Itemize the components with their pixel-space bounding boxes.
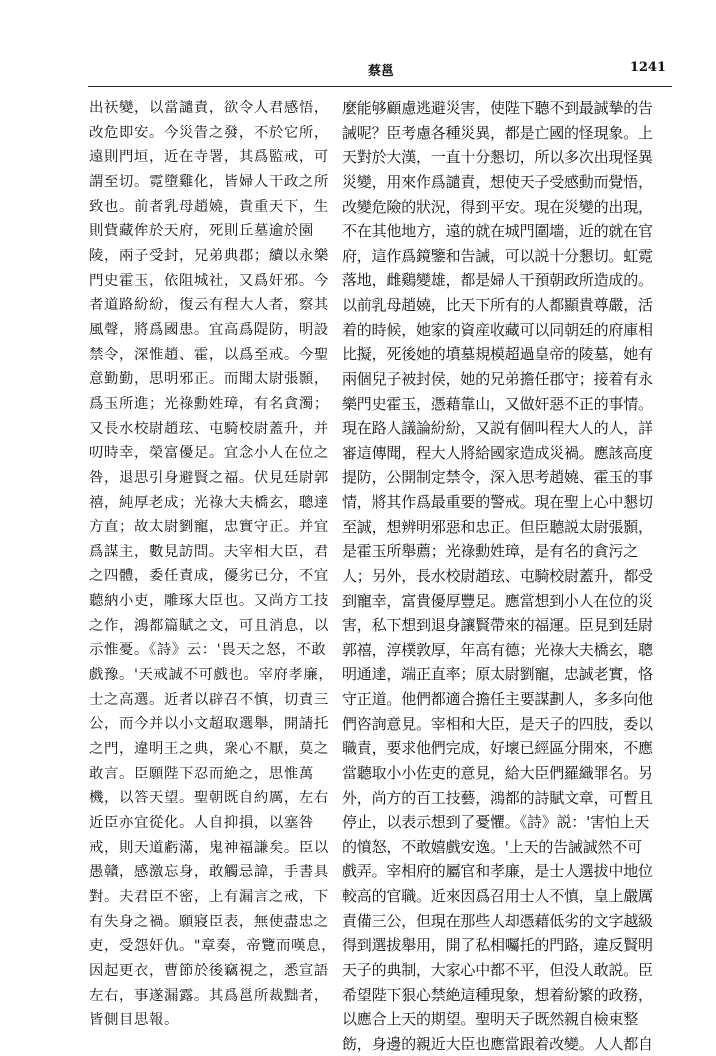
text-line: 提防，公開制定禁令，深入思考趙嬈、霍玉的事 — [342, 468, 653, 487]
text-line: 飭，身邊的親近大臣也應當跟着改變。人人都自 — [342, 1034, 653, 1053]
text-line: 左右，事遂漏露。其爲邕所裁黜者， — [89, 987, 329, 1004]
text-line: 遠則門垣，近在寺署，其爲監戒，可 — [89, 149, 329, 166]
text-line: 以應合上天的期望。聖明天子既然親自檢束整 — [342, 1010, 639, 1029]
text-line: 誡呢？臣考慮各種災異，都是亡國的怪現象。上 — [342, 123, 653, 142]
text-line: 改變危險的狀況，得到平安。現在災變的出現， — [342, 197, 653, 216]
text-line: 着的時候，她家的資産收藏可以同朝廷的府庫相 — [342, 320, 653, 339]
text-line: 停止，以表示想到了憂懼。《詩》説：'害怕上天 — [342, 813, 650, 832]
text-line: 則貲藏侔於天府，死則丘墓逾於園 — [89, 223, 314, 240]
text-line: 叨時幸，榮富優足。宜念小人在位之 — [89, 445, 329, 462]
text-line: 職責，要求他們完成，好壞已經區分開來，不應 — [342, 739, 653, 758]
text-line: 天對於大漢，一直十分懇切，所以多次出現怪異 — [342, 148, 653, 167]
text-line: 致也。前者乳母趙嬈，貴重天下，生 — [89, 198, 329, 215]
text-line: 敢言。臣願陛下忍而絶之，思惟萬 — [89, 765, 314, 782]
running-title: 蔡邕 — [367, 64, 394, 79]
text-line: 得到選拔舉用，開了私相囑托的門路，違反賢明 — [342, 936, 653, 955]
text-line: 出祆變，以當譴責，欲令人君感悟， — [89, 100, 329, 116]
text-line: 責備三公，但現在那些人却憑藉低劣的文字越級 — [342, 911, 653, 930]
text-line: 明通達，端正直率；原太尉劉寵，忠誠老實，恪 — [342, 665, 653, 684]
text-line: 人；另外，長水校尉趙玹、屯騎校尉蓋升，都受 — [342, 566, 653, 585]
header-rule — [88, 86, 672, 87]
text-line: 對。夫君臣不密，上有漏言之戒，下 — [89, 889, 329, 905]
page-number: 1241 — [629, 60, 666, 75]
text-line: 守正道。他們都適合擔任主要謀劃人，多多向他 — [342, 690, 653, 708]
text-line: 改危即安。今災眚之發，不於它所， — [89, 124, 329, 141]
text-line: 士之高選。近者以辟召不慎，切責三 — [89, 691, 329, 708]
text-line: 的憤怒，不敢嬉戲安逸。'上天的告誡誠然不可 — [342, 837, 642, 856]
text-line: 樂門史霍玉，憑藉靠山，又做奸惡不正的事情。 — [342, 394, 653, 413]
text-line: 現在路人議論紛紛，又説有個叫程大人的人，詳 — [342, 419, 653, 438]
text-line: 希望陛下狠心禁絶這種現象，想着紛繁的政務， — [342, 985, 653, 1004]
text-line: 災變，用來作爲譴責，想使天子受感動而覺悟， — [342, 172, 653, 191]
text-line: 郭禧，淳樸敦厚，年高有德；光祿大夫橋玄，聰 — [342, 640, 653, 659]
text-line: 禧，純厚老成；光祿大夫橋玄，聰達 — [89, 494, 329, 511]
text-line: 意勤勤，思明邪正。而聞太尉張顥， — [89, 371, 329, 388]
text-line: 之四體，委任責成，優劣已分，不宜 — [89, 568, 329, 585]
text-line: 吏，受怨奸仇。"章奏，帝覽而嘆息， — [89, 938, 337, 955]
text-line: 是霍玉所舉薦；光祿勳姓璋，是有名的貪污之 — [342, 542, 639, 561]
text-line: 害，私下想到退身讓賢帶來的福運。臣見到廷尉 — [342, 616, 653, 635]
text-line: 們咨詢意見。宰相和大臣，是天子的四肢，委以 — [342, 714, 653, 733]
text-line: 謂至切。霓墮雞化，皆婦人干政之所 — [89, 173, 329, 190]
text-line: 戒，則天道虧滿，鬼神福謙矣。臣以 — [89, 839, 329, 856]
text-line: 當聽取小小佐吏的意見，給大臣們羅織罪名。另 — [342, 763, 653, 782]
text-line: 至誠，想辨明邪惡和忠正。但臣聽説太尉張顥， — [342, 517, 653, 536]
running-header — [96, 60, 666, 82]
text-line: 以前乳母趙嬈，比天下所有的人都顯貴尊嚴，活 — [342, 296, 653, 314]
text-line: 爲謀主，數見訪問。夫宰相大臣，君 — [89, 543, 329, 560]
text-line: 皆側目思報。 — [89, 1012, 179, 1029]
text-line: 示惟憂。《詩》云：'畏天之怒，不敢 — [89, 642, 327, 659]
text-line: 戲弄。宰相府的屬官和孝廉，是士人選拔中地位 — [342, 862, 653, 881]
text-line: 戲豫。'天戒誠不可戲也。宰府孝廉， — [89, 667, 334, 684]
text-line: 風聲，將爲國患。宜高爲隄防，明設 — [89, 321, 329, 338]
text-line: 之作，鴻都篇賦之文，可且消息，以 — [89, 617, 329, 634]
text-line: 府，這作爲鏡鑒和告誡，可以説十分懇切。虹霓 — [342, 246, 653, 265]
text-line: 公，而今并以小文超取選舉，開請托 — [89, 716, 329, 733]
text-line: 因起更衣，曹節於後竊視之，悉宣語 — [89, 962, 329, 979]
text-line: 不在其他地方，遠的就在城門圍墻，近的就在官 — [342, 222, 653, 241]
text-line: 麼能够顧慮逃避災害，使陛下聽不到最誠摯的告 — [342, 99, 653, 117]
text-line: 愚贛，感激忘身，敢觸忌諱，手書具 — [89, 864, 329, 881]
text-line: 爲玉所進；光祿勳姓璋，有名貪濁； — [89, 395, 329, 412]
text-line: 機，以答天望。聖朝既自約厲，左右 — [89, 790, 329, 807]
text-line: 落地，雌鷄變雄，都是婦人干預朝政所造成的。 — [342, 271, 653, 290]
translation-text-column — [342, 96, 672, 1056]
text-line: 外，尚方的百工技藝，鴻都的詩賦文章，可暫且 — [342, 788, 653, 807]
text-line: 審這傳聞，程大人將給國家造成災禍。應該高度 — [342, 443, 653, 462]
text-line: 比擬，死後她的墳墓規模超過皇帝的陵墓，她有 — [342, 345, 653, 364]
text-line: 到寵幸，富貴優厚豐足。應當想到小人在位的災 — [342, 591, 653, 610]
text-line: 較高的官職。近來因爲召用士人不慎，皇上嚴厲 — [342, 887, 653, 905]
classical-text-column — [89, 96, 337, 1033]
text-line: 兩個兒子被封侯，她的兄弟擔任郡守；接着有永 — [342, 369, 653, 388]
text-line: 方直；故太尉劉寵，忠實守正。并宜 — [89, 519, 329, 536]
text-line: 有失身之禍。願寢臣表，無使盡忠之 — [89, 913, 329, 930]
text-line: 門史霍玉，依阻城社，又爲奸邪。今 — [89, 272, 329, 289]
text-line: 禁令，深惟趙、霍，以爲至戒。今聖 — [89, 346, 329, 363]
text-line: 近臣亦宜從化。人自抑損，以塞咎 — [89, 815, 314, 832]
text-line: 情，將其作爲最重要的警戒。現在聖上心中懇切 — [342, 493, 653, 511]
text-line: 咎，退思引身避賢之福。伏見廷尉郭 — [89, 469, 329, 486]
text-line: 者道路紛紛，復云有程大人者，察其 — [89, 297, 329, 314]
text-line: 又長水校尉趙玹、屯騎校尉蓋升，并 — [89, 420, 329, 437]
text-line: 之門，違明王之典，衆心不厭，莫之 — [89, 741, 329, 758]
text-line: 天子的典制，大家心中都不平，但没人敢説。臣 — [342, 960, 653, 979]
text-line: 陵，兩子受封，兄弟典郡；續以永樂 — [89, 247, 329, 264]
text-line: 聽納小吏，雕琢大臣也。又尚方工技 — [89, 593, 329, 610]
